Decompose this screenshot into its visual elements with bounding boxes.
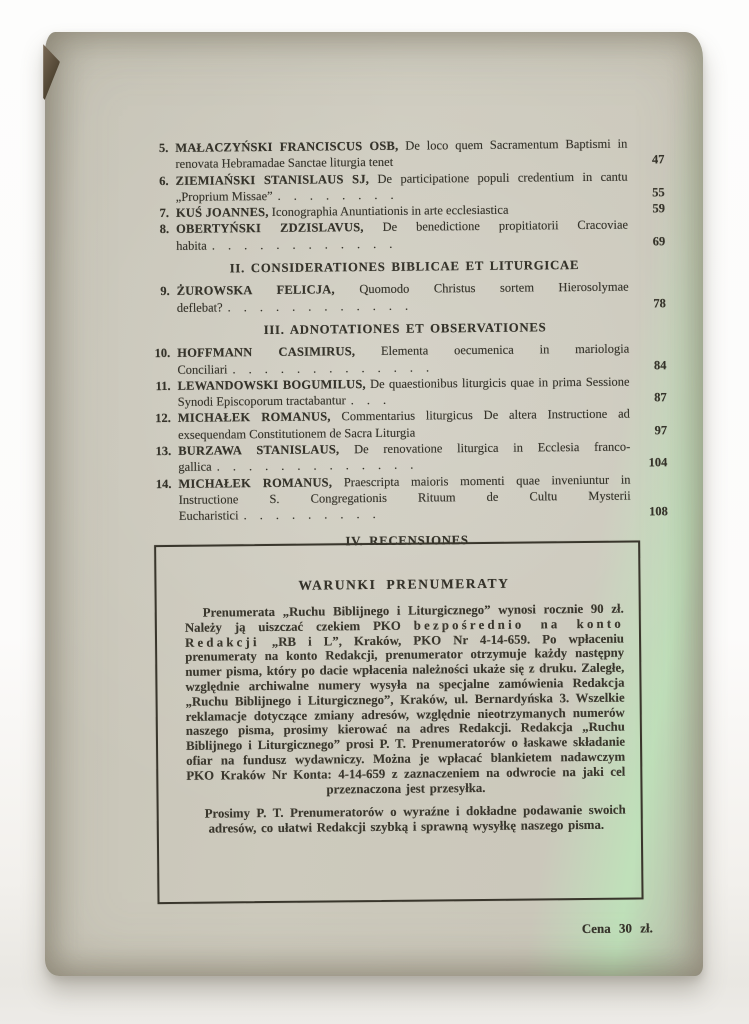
entry-author: OBERTYŃSKI ZDZISLAVUS, (176, 220, 364, 237)
subscription-paragraph-2: Prosimy P. T. Prenumeratorów o wyraźne i dokładne podawanie swoich adresów, co ułatwi Redakcji szybką i sprawną wysyłkę naszego pisma. (204, 802, 626, 836)
section-heading-4: IV. RECENSIONES (345, 532, 469, 548)
entry-author: ZIEMIAŃSKI STANISLAUS SJ, (175, 171, 370, 188)
dot-leader: ... (350, 392, 400, 408)
toc-entry (143, 217, 665, 255)
entry-number: 8. (159, 222, 170, 237)
entry-author: MAŁACZYŃSKI FRANCISCUS OSB, (175, 138, 399, 155)
entry-number: 6. (159, 173, 169, 188)
entry-text (178, 373, 630, 410)
entry-page-number: 84 (653, 357, 667, 372)
entry-number: 5. (158, 140, 169, 156)
entry-number: 14. (155, 476, 172, 491)
entry-author: BURZAWA STANISLAUS, (178, 442, 340, 458)
entry-author: ŻUROWSKA FELICJA, (176, 282, 335, 299)
toc-entry (144, 340, 666, 378)
table-of-contents (142, 135, 668, 557)
entry-page-number: 69 (652, 233, 666, 249)
entry-page-number: 108 (648, 504, 668, 519)
entry-title: De participatione populi credentium in cantu „Proprium Missae” (175, 169, 628, 204)
toc-entry (145, 471, 667, 525)
para1-start: Prenumerata „Ruchu Biblijnego i Liturgicznego” wynosi rocznie 90 zł. Należy ją uiszczać czekiem PKO (184, 601, 624, 635)
entry-text (176, 168, 628, 205)
entry-page-number: 55 (652, 185, 665, 200)
entry-text (178, 471, 630, 524)
dot-leader: ............. (232, 359, 443, 376)
entry-title: De benedictione propitiatorii Cracoviae habita (176, 218, 629, 253)
toc-entry (142, 135, 664, 173)
page-content (41, 29, 708, 979)
dot-leader: ........ (277, 187, 407, 203)
entry-author: MICHAŁEK ROMANUS, (178, 475, 333, 491)
price-label: Cena 30 zł. (581, 920, 653, 937)
entry-author: KUŚ JOANNES, (175, 205, 269, 221)
section-heading-2: II. CONSIDERATIONES BIBLICAE ET LITURGICAE (229, 258, 580, 276)
entry-text (176, 217, 628, 254)
entry-number: 12. (155, 411, 171, 426)
entry-title: De quaestionibus liturgicis quae in prima Sessione Synodi Episcoporum tractabantur (177, 374, 630, 410)
entry-number: 9. (160, 284, 170, 299)
dot-leader: ......... (243, 507, 389, 523)
entry-title: Elementa oecumenica in mariologia Conciliari (177, 341, 630, 377)
toc-entry (145, 373, 667, 411)
subscription-title: WARUNKI PRENUMERATY (298, 575, 510, 593)
para1-rest: „RB i L”, Kraków, PKO Nr 4-14-659. Po wpłaceniu prenumeraty na konto Redakcji, prenumerator otrzymuje każdy następny numer pisma, który po dacie wpłacenia należności ukaże się z druku. Zaległe, względnie archiwalne numery wysyła na specjalne zamówienia Redakcja „Ruchu Biblijnego i Liturgicznego”, Kraków, ul. Bernardyńska 3. Wszelkie reklamacje dotyczące zmiany adresów, względnie nieotrzymanych numerów naszego pisma, prosimy kierować na adres Redakcji. Redakcja „Ruchu Biblijnego i Liturgicznego” prosi P. T. Prenumeratorów o łaskawe składanie ofiar na fundusz wydawniczy. Można je wpłacać blankietem nadawczym PKO Kraków Nr Konta: 4-14-659 z zaznaczeniem na odwrocie na jaki cel przeznaczona jest przesyłka. (185, 631, 626, 797)
entry-page-number: 47 (651, 152, 665, 167)
entry-page-number: 78 (653, 295, 666, 310)
entry-page-number: 97 (654, 422, 668, 438)
entry-number: 10. (154, 346, 171, 361)
section-heading-3: III. ADNOTATIONES ET OBSERVATIONES (263, 320, 547, 338)
entry-page-number: 104 (648, 455, 668, 470)
entry-title: Praescripta maioris momenti quae inveniuntur in Instructione S. Congregationis Rituum de Cultu Mysterii Eucharistici (178, 472, 631, 524)
entry-number: 11. (155, 378, 171, 393)
entry-title: De loco quem Sacramentum Baptismi in renovata Hebramadae Sanctae liturgia tenet (175, 136, 628, 172)
dot-leader: ............ (211, 236, 406, 253)
entry-text (178, 439, 630, 476)
entry-number: 7. (159, 206, 169, 221)
subscription-terms-box (154, 540, 643, 904)
toc-entry (143, 168, 665, 206)
scanned-page (45, 32, 703, 976)
entry-text (177, 279, 629, 316)
entry-page-number: 87 (654, 390, 667, 405)
entry-title: De renovatione liturgica in Ecclesia franco-gallica (178, 439, 631, 475)
entry-text (175, 136, 627, 173)
toc-entry (144, 279, 666, 317)
entry-title: Iconographia Anuntiationis in arte ecclesiastica (271, 202, 509, 220)
toc-entry (145, 438, 667, 476)
dot-leader: ............. (216, 457, 427, 474)
entry-author: MICHAŁEK ROMANUS, (177, 409, 331, 426)
subscription-paragraph-1 (185, 602, 626, 799)
entry-text (178, 406, 630, 443)
entry-page-number: 59 (652, 201, 665, 216)
entry-title: Quomodo Christus sortem Hierosolymae deflebat? (176, 279, 629, 315)
entry-author: LEWANDOWSKI BOGUMILUS, (177, 376, 366, 393)
dot-leader: ............ (227, 298, 422, 315)
entry-title: Commentarius liturgicus De altera Instructione ad exsequendam Constitutionem de Sacra Liturgia (177, 406, 630, 442)
entry-author: HOFFMANN CASIMIRUS, (177, 344, 356, 361)
entry-number: 13. (155, 443, 172, 459)
para1-letterspaced: bezpośrednio na konto Redakcji (184, 616, 624, 650)
entry-text (177, 341, 629, 378)
toc-entry (145, 406, 667, 444)
